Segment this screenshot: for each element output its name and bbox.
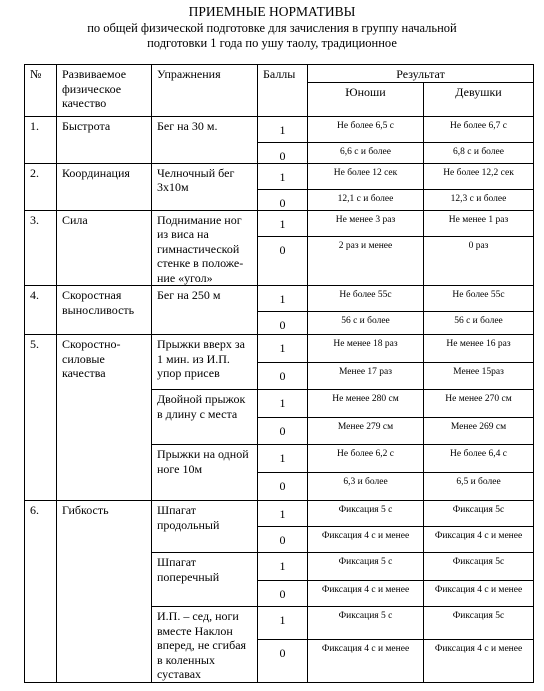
header-boys: Юноши	[308, 82, 424, 116]
exercise-cell: И.П. – сед, ноги вместе Наклон вперед, не сгибая в коленных суставах	[152, 607, 258, 683]
girls-result-cell: Не более 12,2 сек	[424, 163, 534, 189]
table-row	[25, 163, 534, 189]
boys-result-cell: Фиксация 4 с и менее	[308, 639, 424, 682]
quality-cell: Сила	[57, 210, 152, 286]
boys-result-cell: Фиксация 5 с	[308, 553, 424, 581]
header-girls: Девушки	[424, 82, 534, 116]
boys-result-cell: Менее 279 см	[308, 418, 424, 445]
table-row	[25, 335, 534, 363]
table-row	[25, 501, 534, 527]
boys-result-cell: Не более 6,5 с	[308, 116, 424, 142]
girls-result-cell: Фиксация 5с	[424, 553, 534, 581]
points-cell: 1	[258, 501, 308, 527]
points-cell: 0	[258, 142, 308, 163]
points-cell: 0	[258, 312, 308, 335]
exercise-cell: Бег на 250 м	[152, 286, 258, 335]
boys-result-cell: 2 раз и менее	[308, 237, 424, 286]
header-exercise: Упражнения	[152, 65, 258, 117]
document-subtitle-line-2: подготовки 1 года по ушу таолу, традиционное	[147, 36, 397, 50]
girls-result-cell: 12,3 с и более	[424, 189, 534, 210]
girls-result-cell: Не более 6,4 с	[424, 445, 534, 473]
document-subtitle-line-1: по общей физической подготовке для зачисления в группу начальной	[87, 21, 457, 35]
points-cell: 1	[258, 607, 308, 640]
boys-result-cell: Менее 17 раз	[308, 363, 424, 390]
girls-result-cell: 0 раз	[424, 237, 534, 286]
boys-result-cell: Фиксация 5 с	[308, 607, 424, 640]
quality-cell: Скоростно-силовые качества	[57, 335, 152, 501]
exercise-cell: Шпагат поперечный	[152, 553, 258, 607]
girls-result-cell: Фиксация 5с	[424, 607, 534, 640]
boys-result-cell: Не менее 280 см	[308, 390, 424, 418]
row-number: 3.	[25, 210, 57, 286]
points-cell: 1	[258, 445, 308, 473]
girls-result-cell: Не более 6,7 с	[424, 116, 534, 142]
row-number: 4.	[25, 286, 57, 335]
boys-result-cell: 12,1 с и более	[308, 189, 424, 210]
points-cell: 0	[258, 639, 308, 682]
points-cell: 0	[258, 363, 308, 390]
quality-cell: Гибкость	[57, 501, 152, 683]
exercise-cell: Шпагат продольный	[152, 501, 258, 553]
girls-result-cell: Фиксация 4 с и менее	[424, 639, 534, 682]
boys-result-cell: Фиксация 4 с и менее	[308, 527, 424, 553]
exercise-cell: Бег на 30 м.	[152, 116, 258, 163]
table-row	[25, 116, 534, 142]
girls-result-cell: Не менее 270 см	[424, 390, 534, 418]
boys-result-cell: Не менее 3 раз	[308, 210, 424, 237]
points-cell: 1	[258, 210, 308, 237]
boys-result-cell: 6,3 и более	[308, 473, 424, 501]
row-number: 5.	[25, 335, 57, 501]
quality-cell: Скоростная выносливость	[57, 286, 152, 335]
points-cell: 1	[258, 390, 308, 418]
girls-result-cell: 56 с и более	[424, 312, 534, 335]
points-cell: 1	[258, 163, 308, 189]
exercise-cell: Двойной прыжок в длину с места	[152, 390, 258, 445]
exercise-cell: Челночный бег 3х10м	[152, 163, 258, 210]
points-cell: 1	[258, 553, 308, 581]
header-number: №	[25, 65, 57, 117]
boys-result-cell: Фиксация 4 с и менее	[308, 581, 424, 607]
girls-result-cell: Не менее 16 раз	[424, 335, 534, 363]
quality-cell: Быстрота	[57, 116, 152, 163]
row-number: 2.	[25, 163, 57, 210]
points-cell: 0	[258, 237, 308, 286]
exercise-cell: Прыжки вверх за 1 мин. из И.П. упор присев	[152, 335, 258, 390]
boys-result-cell: Фиксация 5 с	[308, 501, 424, 527]
standards-table-body	[25, 116, 534, 682]
girls-result-cell: Фиксация 5с	[424, 501, 534, 527]
standards-table	[24, 64, 534, 683]
girls-result-cell: 6,8 с и более	[424, 142, 534, 163]
boys-result-cell: 6,6 с и более	[308, 142, 424, 163]
exercise-cell: Прыжки на одной ноге 10м	[152, 445, 258, 501]
girls-result-cell: Менее 269 см	[424, 418, 534, 445]
points-cell: 0	[258, 189, 308, 210]
points-cell: 1	[258, 116, 308, 142]
points-cell: 1	[258, 335, 308, 363]
header-quality: Развиваемое физическое качество	[57, 65, 152, 117]
table-row	[25, 210, 534, 237]
girls-result-cell: Фиксация 4 с и менее	[424, 527, 534, 553]
row-number: 1.	[25, 116, 57, 163]
header-result: Результат	[308, 65, 534, 83]
points-cell: 0	[258, 473, 308, 501]
boys-result-cell: Не более 6,2 с	[308, 445, 424, 473]
girls-result-cell: Менее 15раз	[424, 363, 534, 390]
girls-result-cell: Не менее 1 раз	[424, 210, 534, 237]
boys-result-cell: Не более 12 сек	[308, 163, 424, 189]
points-cell: 1	[258, 286, 308, 312]
points-cell: 0	[258, 527, 308, 553]
row-number: 6.	[25, 501, 57, 683]
boys-result-cell: Не более 55с	[308, 286, 424, 312]
girls-result-cell: 6,5 и более	[424, 473, 534, 501]
table-row	[25, 286, 534, 312]
points-cell: 0	[258, 581, 308, 607]
quality-cell: Координация	[57, 163, 152, 210]
exercise-cell: Поднимание ног из виса на гимнастической стенке в положе-ние «угол»	[152, 210, 258, 286]
boys-result-cell: 56 с и более	[308, 312, 424, 335]
girls-result-cell: Фиксация 4 с и менее	[424, 581, 534, 607]
points-cell: 0	[258, 418, 308, 445]
document-title: ПРИЕМНЫЕ НОРМАТИВЫ	[188, 4, 356, 19]
header-points: Баллы	[258, 65, 308, 117]
girls-result-cell: Не более 55с	[424, 286, 534, 312]
boys-result-cell: Не менее 18 раз	[308, 335, 424, 363]
